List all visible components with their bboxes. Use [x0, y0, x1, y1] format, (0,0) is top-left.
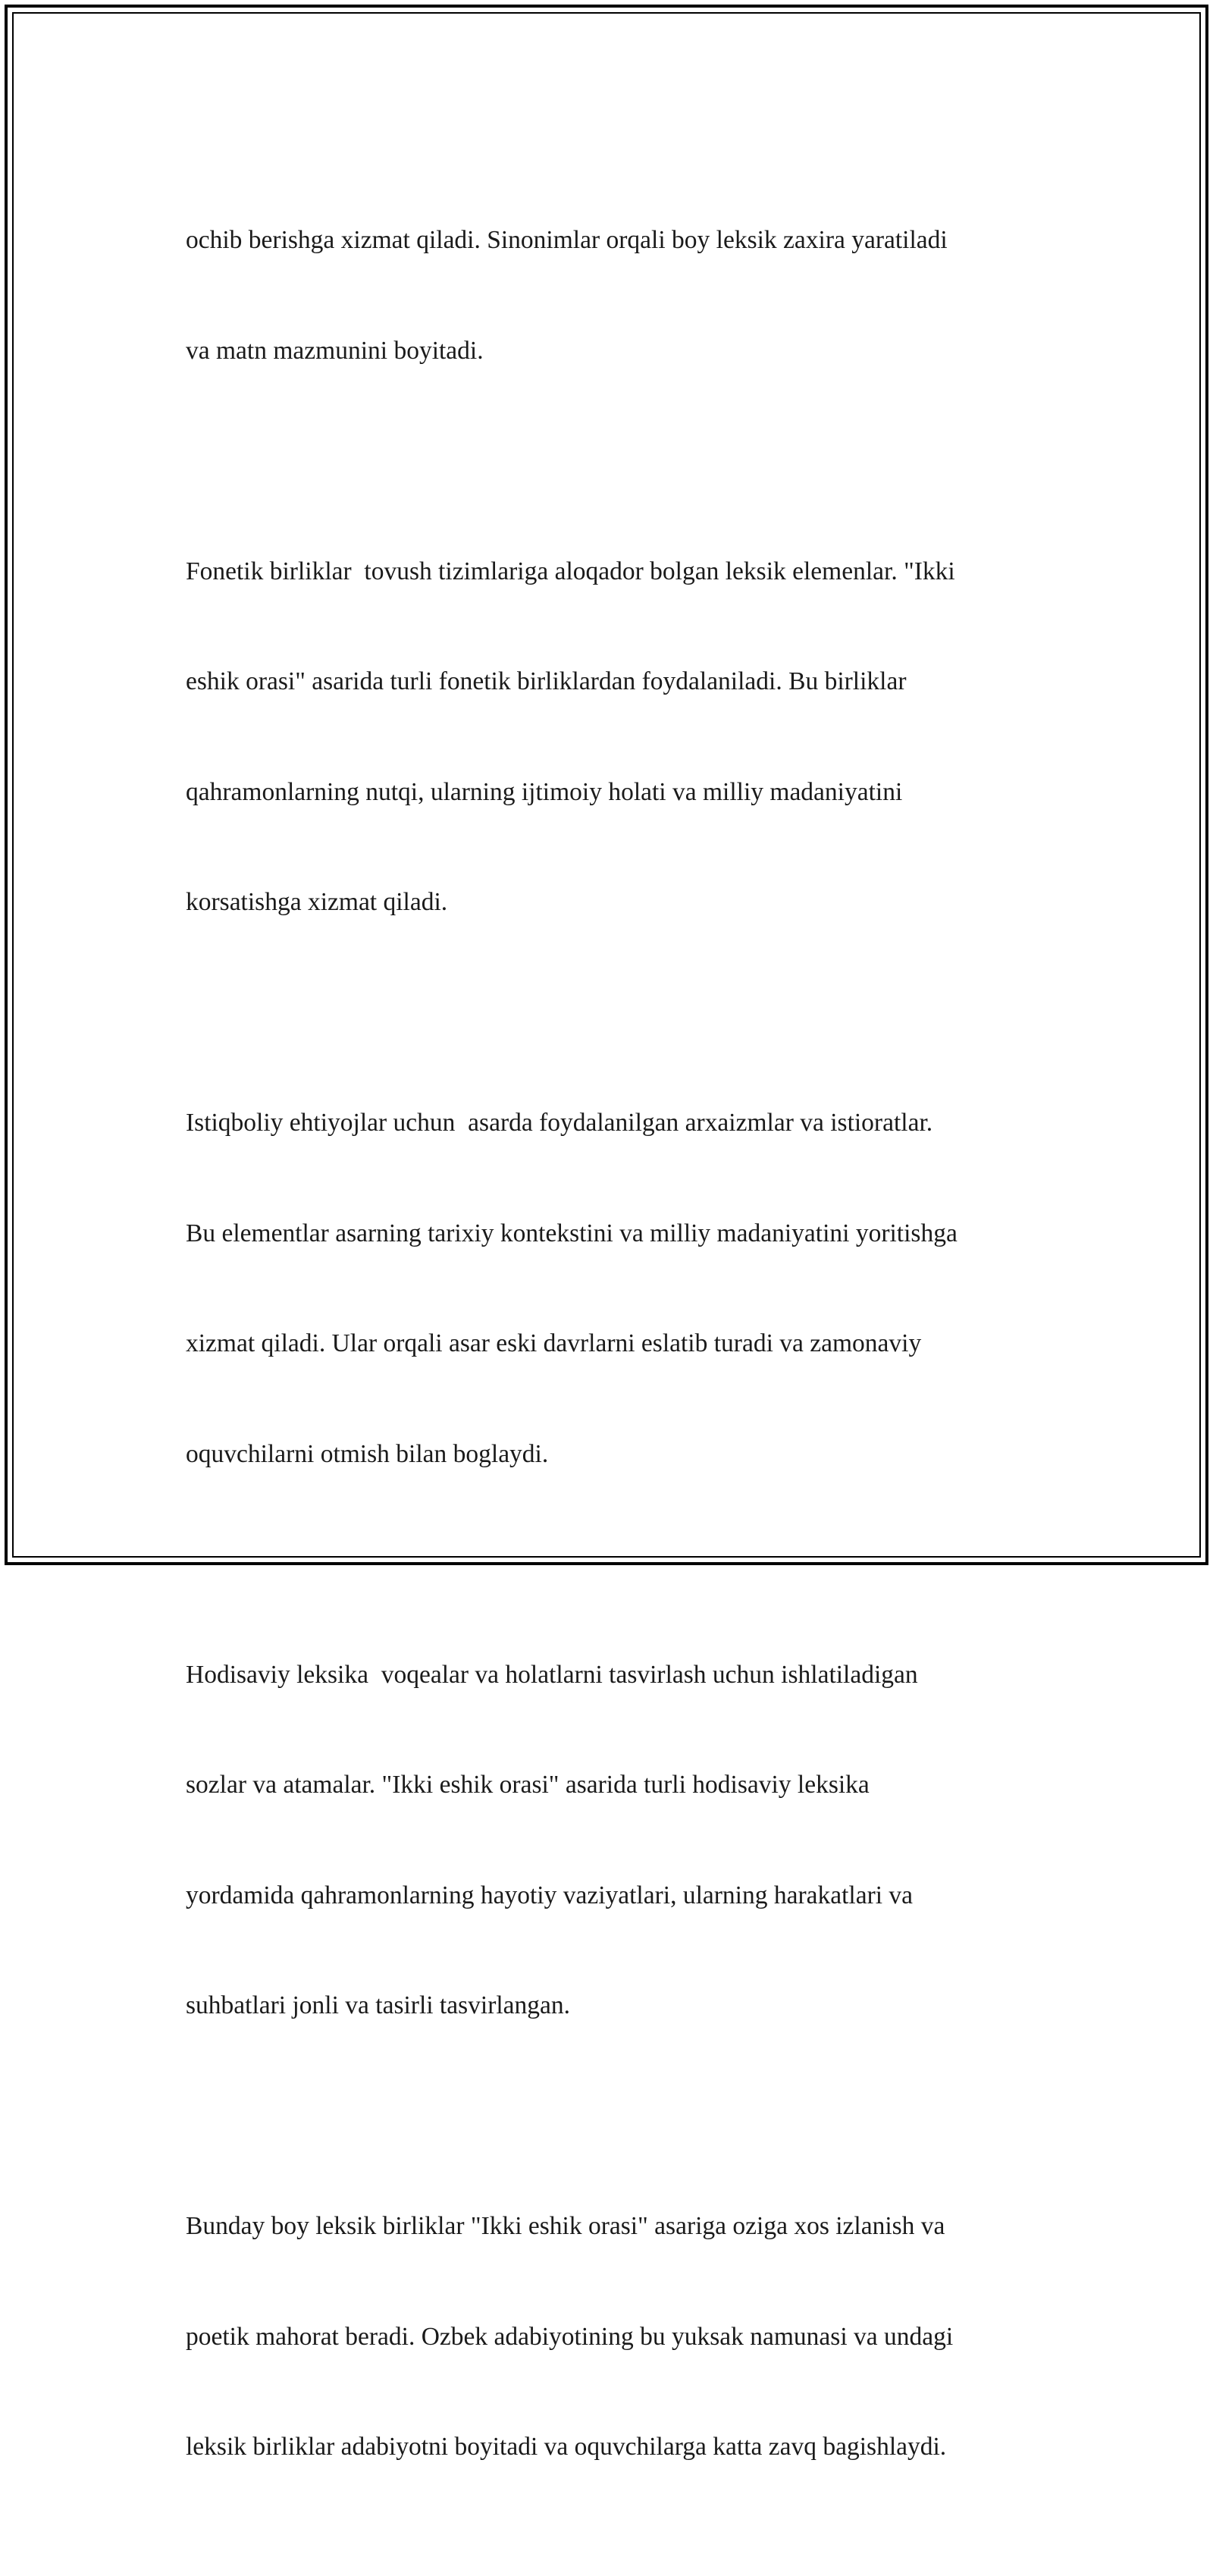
paragraph-line: eshik orasi" asarida turli fonetik birliklardan foydalaniladi. Bu birliklar [186, 667, 907, 695]
paragraph-5 [186, 2135, 1042, 2540]
page-frame [5, 5, 1208, 2461]
paragraph-1 [186, 149, 1042, 443]
paragraph-line: suhbatlari jonli va tasirli tasvirlangan. [186, 1991, 571, 2019]
paragraph-line: Bu elementlar asarning tarixiy kontekstini va milliy madaniyatini yoritishga [186, 1219, 958, 1247]
paragraph-line: poetik mahorat beradi. Ozbek adabiyotining bu yuksak namunasi va undagi [186, 2322, 954, 2351]
paragraph-line: xizmat qiladi. Ular orqali asar eski davrlarni eslatib turadi va zamonaviy [186, 1329, 922, 1357]
paragraph-2 [186, 480, 1042, 995]
document-body [186, 149, 1042, 2576]
paragraph-line: Fonetik birliklar tovush tizimlariga aloqador bolgan leksik elemenlar. "Ikki [186, 557, 955, 585]
paragraph-line: va matn mazmunini boyitadi. [186, 336, 484, 365]
paragraph-line: Istiqboliy ehtiyojlar uchun asarda foydalanilgan arxaizmlar va istioratlar. [186, 1109, 933, 1137]
paragraph-line: korsatishga xizmat qiladi. [186, 888, 448, 916]
paragraph-line: ochib berishga xizmat qiladi. Sinonimlar orqali boy leksik zaxira yaratiladi [186, 226, 948, 254]
paragraph-line: sozlar va atamalar. "Ikki eshik orasi" asarida turli hodisaviy leksika [186, 1771, 870, 1799]
paragraph-line: leksik birliklar adabiyotni boyitadi va oquvchilarga katta zavq bagishlaydi. [186, 2433, 947, 2461]
paragraph-line: oquvchilarni otmish bilan boglaydi. [186, 1439, 549, 1468]
paragraph-line: Bunday boy leksik birliklar "Ikki eshik orasi" asariga oziga xos izlanish va [186, 2212, 945, 2240]
paragraph-3 [186, 1031, 1042, 1546]
paragraph-line: yordamida qahramonlarning hayotiy vaziyatlari, ularning harakatlari va [186, 1881, 914, 1909]
paragraph-line: qahramonlarning nutqi, ularning ijtimoiy holati va milliy madaniyatini [186, 777, 903, 806]
paragraph-line: Hodisaviy leksika voqealar va holatlarni tasvirlash uchun ishlatiladigan [186, 1660, 918, 1689]
paragraph-4 [186, 1583, 1042, 2098]
